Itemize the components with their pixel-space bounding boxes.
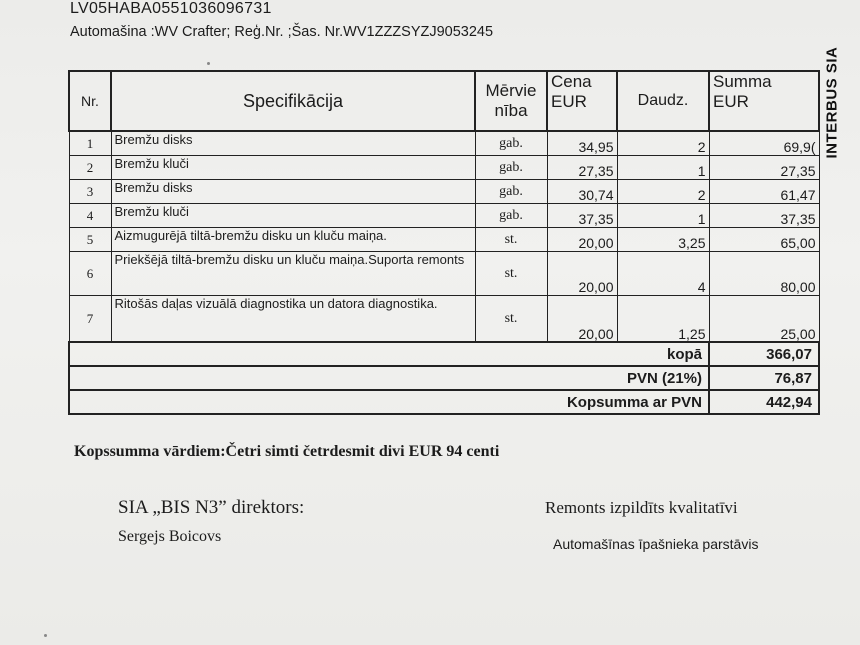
table-row [69, 228, 819, 252]
row-sum: 25,00 [709, 296, 819, 343]
director-title: SIA „BIS N3” direktors: [118, 497, 305, 518]
row-price: 27,35 [547, 156, 617, 180]
grand-total-row [69, 390, 819, 414]
header-unit-line2: nība [494, 101, 528, 120]
row-number: 6 [69, 252, 111, 296]
row-quantity: 4 [617, 252, 709, 296]
subtotal-row [69, 342, 819, 366]
row-description: Bremžu kluči [111, 156, 475, 180]
row-quantity: 2 [617, 180, 709, 204]
row-price: 34,95 [547, 131, 617, 156]
row-sum: 80,00 [709, 252, 819, 296]
row-unit: gab. [475, 204, 547, 228]
row-sum: 61,47 [709, 180, 819, 204]
row-unit: gab. [475, 180, 547, 204]
row-unit: st. [475, 252, 547, 296]
director-name: Sergejs Boicovs [118, 528, 222, 545]
row-description: Aizmugurējā tiltā-bremžu disku un kluču maiņa. [111, 228, 475, 252]
row-unit: st. [475, 296, 547, 343]
owner-representative: Automašīnas īpašnieka parstāvis [553, 536, 759, 552]
grand-total-value: 442,94 [709, 390, 819, 414]
vehicle-info-line: Automašina :WV Crafter; Reģ.Nr. ;Šas. Nr.WV1ZZZSYZJ9053245 [70, 24, 494, 40]
row-description: Bremžu kluči [111, 204, 475, 228]
subtotal-label: kopā [69, 342, 709, 366]
vat-label: PVN (21%) [69, 366, 709, 390]
header-sum-line2: EUR [713, 92, 749, 111]
header-quantity: Daudz. [617, 71, 709, 131]
paper-speck [207, 62, 210, 65]
table-row [69, 156, 819, 180]
row-unit: st. [475, 228, 547, 252]
row-number: 3 [69, 180, 111, 204]
row-number: 7 [69, 296, 111, 343]
paper-speck [44, 634, 47, 637]
header-unit [475, 71, 547, 131]
header-unit-line1: Mērvie [485, 81, 537, 100]
header-price-line2: EUR [551, 92, 587, 111]
table-row [69, 296, 819, 343]
row-quantity: 1,25 [617, 296, 709, 343]
specification-table [68, 70, 820, 343]
grand-total-label: Kopsumma ar PVN [69, 390, 709, 414]
table-header-row [69, 71, 819, 131]
row-quantity: 1 [617, 156, 709, 180]
row-price: 37,35 [547, 204, 617, 228]
row-description: Priekšējā tiltā-bremžu disku un kluču maiņa.Suporta remonts [111, 252, 475, 296]
header-price [547, 71, 617, 131]
row-sum: 37,35 [709, 204, 819, 228]
watermark-text: INTERBUS SIA [823, 46, 841, 159]
table-row [69, 131, 819, 156]
header-sum [709, 71, 819, 131]
row-unit: gab. [475, 131, 547, 156]
row-description: Bremžu disks [111, 180, 475, 204]
row-sum: 69,9( [709, 131, 819, 156]
row-quantity: 3,25 [617, 228, 709, 252]
total-in-words: Kopssumma vārdiem:Četri simti četrdesmit divi EUR 94 centi [74, 443, 500, 460]
row-description: Bremžu disks [111, 131, 475, 156]
table-row [69, 180, 819, 204]
totals-table [68, 341, 820, 415]
header-specification: Specifikācija [111, 71, 475, 131]
header-sum-line1: Summa [713, 72, 772, 91]
row-number: 5 [69, 228, 111, 252]
row-price: 20,00 [547, 296, 617, 343]
header-price-line1: Cena [551, 72, 592, 91]
vat-value: 76,87 [709, 366, 819, 390]
table-row [69, 204, 819, 228]
row-unit: gab. [475, 156, 547, 180]
watermark [820, 40, 842, 160]
vat-row [69, 366, 819, 390]
work-done-statement: Remonts izpildīts kvalitatīvi [545, 498, 738, 517]
row-price: 30,74 [547, 180, 617, 204]
header-nr: Nr. [69, 71, 111, 131]
row-price: 20,00 [547, 228, 617, 252]
row-number: 1 [69, 131, 111, 156]
row-description: Ritošās daļas vizuālā diagnostika un datora diagnostika. [111, 296, 475, 343]
row-quantity: 1 [617, 204, 709, 228]
subtotal-value: 366,07 [709, 342, 819, 366]
row-number: 4 [69, 204, 111, 228]
row-quantity: 2 [617, 131, 709, 156]
table-row [69, 252, 819, 296]
row-sum: 65,00 [709, 228, 819, 252]
row-sum: 27,35 [709, 156, 819, 180]
row-number: 2 [69, 156, 111, 180]
row-price: 20,00 [547, 252, 617, 296]
bank-account-line: LV05HABA0551036096731 [70, 0, 272, 17]
